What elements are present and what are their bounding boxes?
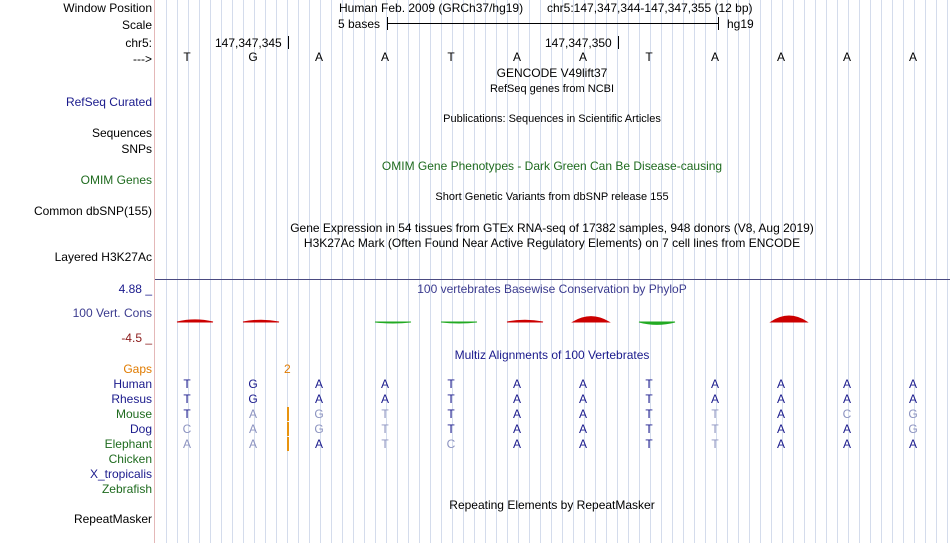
multiz-track-title: Multiz Alignments of 100 Vertebrates — [454, 348, 650, 362]
alignment-base: T — [183, 407, 191, 421]
alignment-base: T — [645, 377, 653, 391]
gtex-track-title: Gene Expression in 54 tissues from GTEx RNA-seq of 17382 samples, 948 donors (V8, Aug 2019) — [290, 221, 814, 235]
alignment-base: T — [447, 377, 455, 391]
repeatmasker-track-title: Repeating Elements by RepeatMasker — [449, 498, 655, 512]
alignment-base: A — [578, 407, 587, 421]
alignment-base: A — [578, 437, 587, 451]
alignment-base: A — [380, 392, 389, 406]
alignment-base: A — [908, 392, 917, 406]
species-label: Rhesus — [111, 392, 152, 406]
alignment-base: C — [446, 437, 456, 451]
gencode-track-title[interactable]: GENCODE V49lift37 — [496, 66, 608, 80]
conservation-mark — [441, 322, 477, 323]
reference-base: T — [183, 50, 191, 64]
reference-base: G — [248, 50, 258, 64]
cons-track-label[interactable]: 100 Vert. Cons — [72, 306, 152, 320]
species-label: X_tropicalis — [89, 467, 152, 481]
omim-track-label[interactable]: OMIM Genes — [80, 173, 152, 187]
reference-base: A — [380, 50, 389, 64]
alignment-base: G — [248, 377, 258, 391]
alignment-base: A — [776, 422, 785, 436]
alignment-base: A — [578, 377, 587, 391]
assembly-text: Human Feb. 2009 (GRCh37/hg19) — [339, 1, 524, 15]
strand-label[interactable]: ---> — [133, 52, 152, 66]
refseq-track-title: RefSeq genes from NCBI — [489, 83, 615, 95]
position-text: chr5:147,347,344-147,347,355 (12 bp) — [547, 1, 753, 15]
reference-base: A — [776, 50, 785, 64]
alignment-base: A — [776, 377, 785, 391]
dbsnp-track-title: Short Genetic Variants from dbSNP release 155 — [435, 191, 669, 203]
alignment-base: A — [380, 377, 389, 391]
conservation-mark — [573, 317, 609, 322]
alignment-base: T — [645, 422, 653, 436]
alignment-base: A — [314, 377, 323, 391]
reference-base: A — [908, 50, 917, 64]
species-label: Chicken — [108, 452, 152, 466]
alignment-base: A — [512, 422, 521, 436]
alignment-base: G — [314, 407, 324, 421]
alignment-base: T — [183, 392, 191, 406]
alignment-base: C — [842, 407, 852, 421]
insertion-marker — [287, 437, 289, 451]
publications-track-title: Publications: Sequences in Scientific Articles — [443, 113, 661, 125]
alignment-base: A — [776, 437, 785, 451]
alignment-base: T — [711, 437, 719, 451]
conservation-mark — [507, 320, 543, 322]
gaps-label: Gaps — [123, 362, 152, 376]
gap-count: 2 — [284, 362, 291, 376]
scale-label: Scale — [121, 18, 152, 32]
alignment-base: A — [512, 407, 521, 421]
coordinate-label-1: 147,347,345 — [215, 36, 282, 50]
alignment-base: T — [381, 407, 389, 421]
alignment-base: C — [182, 422, 192, 436]
alignment-base: T — [711, 407, 719, 421]
window-position-label: Window Position — [63, 1, 152, 15]
alignment-base: G — [908, 407, 918, 421]
species-label: Dog — [129, 422, 152, 436]
conservation-mark — [771, 316, 807, 322]
cons-min-label: -4.5 _ — [121, 331, 152, 345]
alignment-base: T — [447, 422, 455, 436]
coordinate-label-2: 147,347,350 — [545, 36, 612, 50]
cons-max-label: 4.88 _ — [118, 282, 152, 296]
alignment-base: A — [842, 377, 851, 391]
alignment-base: A — [512, 437, 521, 451]
snps-track-label[interactable]: SNPs — [121, 142, 152, 156]
alignment-base: A — [842, 422, 851, 436]
reference-base: A — [512, 50, 521, 64]
insertion-marker — [287, 407, 289, 421]
alignment-base: T — [711, 422, 719, 436]
phylop-track-title: 100 vertebrates Basewise Conservation by PhyloP — [417, 282, 687, 296]
alignment-base: A — [314, 392, 323, 406]
reference-base: T — [447, 50, 455, 64]
refseq-track-label[interactable]: RefSeq Curated — [65, 95, 152, 109]
reference-base: T — [645, 50, 653, 64]
omim-track-title: OMIM Gene Phenotypes - Dark Green Can Be Disease-causing — [381, 159, 723, 173]
species-label: Mouse — [115, 407, 152, 421]
alignment-base: T — [645, 437, 653, 451]
reference-base: A — [842, 50, 851, 64]
alignment-base: T — [183, 377, 191, 391]
alignment-base: A — [776, 392, 785, 406]
reference-base: A — [314, 50, 323, 64]
alignment-base: G — [314, 422, 324, 436]
alignment-base: A — [908, 377, 917, 391]
alignment-base: G — [248, 392, 258, 406]
alignment-base: A — [710, 392, 719, 406]
chrom-label: chr5: — [125, 36, 152, 50]
alignment-base: T — [447, 392, 455, 406]
scale-bases-text: 5 bases — [338, 17, 381, 31]
alignment-base: A — [578, 422, 587, 436]
reference-base: A — [578, 50, 587, 64]
alignment-base: A — [248, 407, 257, 421]
alignment-base: A — [314, 437, 323, 451]
alignment-base: T — [645, 407, 653, 421]
alignment-base: A — [908, 437, 917, 451]
h3k27ac-track-label[interactable]: Layered H3K27Ac — [54, 250, 152, 264]
alignment-base: T — [381, 437, 389, 451]
alignment-base: A — [182, 437, 191, 451]
alignment-base: A — [512, 392, 521, 406]
alignment-base: A — [248, 437, 257, 451]
repeatmasker-track-label[interactable]: RepeatMasker — [73, 512, 152, 526]
sequences-track-label[interactable]: Sequences — [91, 126, 152, 140]
species-label: Zebrafish — [101, 482, 152, 496]
alignment-base: A — [776, 407, 785, 421]
scale-db-text: hg19 — [727, 17, 754, 31]
alignment-base: A — [842, 437, 851, 451]
reference-base: A — [710, 50, 719, 64]
dbsnp-track-label[interactable]: Common dbSNP(155) — [33, 204, 152, 218]
h3k27ac-track-title: H3K27Ac Mark (Often Found Near Active Regulatory Elements) on 7 cell lines from ENCODE — [303, 236, 801, 250]
alignment-base: A — [710, 377, 719, 391]
alignment-base: T — [447, 407, 455, 421]
alignment-base: T — [645, 392, 653, 406]
alignment-base: A — [248, 422, 257, 436]
alignment-base: T — [381, 422, 389, 436]
species-label: Human — [113, 377, 152, 391]
conservation-mark — [639, 322, 675, 324]
conservation-mark — [243, 320, 279, 322]
alignment-base: A — [842, 392, 851, 406]
alignment-base: A — [578, 392, 587, 406]
alignment-base: G — [908, 422, 918, 436]
species-label: Elephant — [104, 437, 152, 451]
conservation-mark — [375, 322, 411, 323]
insertion-marker — [287, 422, 289, 436]
conservation-mark — [177, 320, 213, 322]
alignment-base: A — [512, 377, 521, 391]
